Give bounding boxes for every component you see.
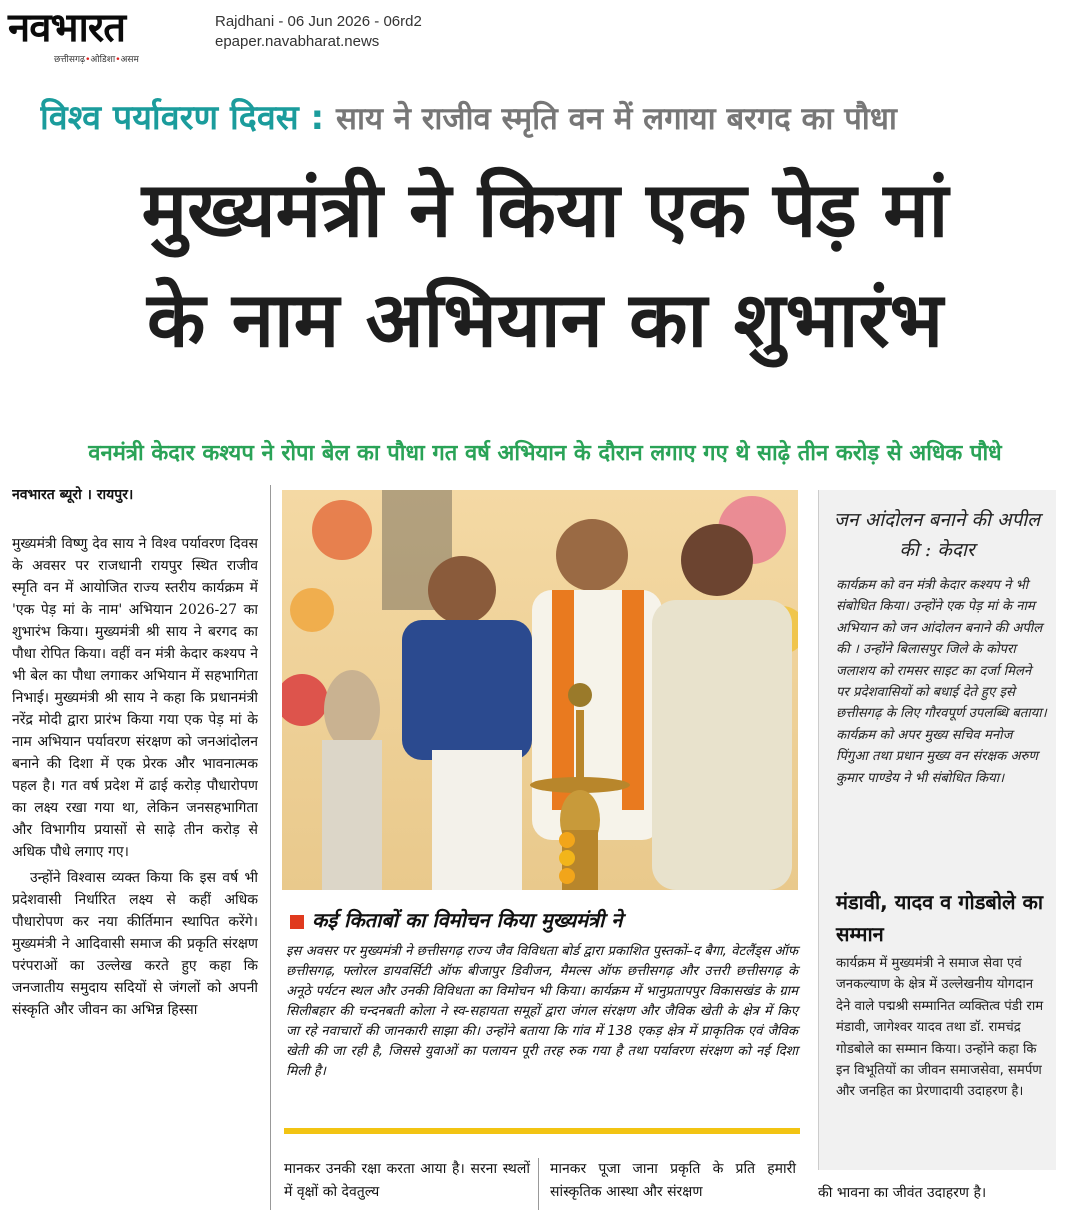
masthead — [8, 6, 198, 66]
kicker-headline — [40, 92, 1050, 145]
caption-body: इस अवसर पर मुख्यमंत्री ने छत्तीसगढ़ राज्य जैव विविधता बोर्ड द्वारा प्रकाशित पुस्तकों–द बैगा, वेटलैंड्स ऑफ छत्तीसगढ़, फ्लोरल डायवर्सिटी ऑफ बीजापुर डिवीजन, मैमल्स ऑफ छत्तीसगढ़ और उत्तरी छत्तीसगढ़ के अनूठे पर्यटन स्थल और उनकी विविधता का विमोचन भी किया। कार्यक्रम में भानुप्रतापपुर विकासखंड के ग्राम सिलीबहार की चन्दनबती कोला ने स्व-सहायता समूहों द्वारा जंगल संरक्षण और जैविक खेती के क्षेत्र में किए जा रहे नवाचारों की जानकारी साझा की। उन्होंने बताया कि गांव में 138 एकड़ क्षेत्र में प्राकृतिक एवं जैविक खेती की जा रही है, जिससे युवाओं का पलायन पूरी तरह रुक गया है तथा पर्यावरण संरक्षण को नई दिशा मिली है। — [286, 944, 798, 1079]
column-divider-bottom — [538, 1158, 539, 1210]
kicker-rest: साय ने राजीव स्मृति वन में लगाया बरगद का पौधा — [336, 101, 897, 137]
byline: नवभारत ब्यूरो । रायपुर। — [12, 487, 134, 503]
edition-line: Rajdhani - 06 Jun 2026 - 06rd2 — [215, 13, 422, 30]
headline-line-2: के नाम अभियान का शुभारंभ — [147, 275, 943, 364]
kicker-lead: विश्व पर्यावरण दिवस : — [40, 98, 325, 138]
continuation-text-3: की भावना का जीवंत उदाहरण है। — [818, 1185, 987, 1201]
sidebar-title-2: मंडावी, यादव व गोडबोले का सम्मान — [836, 890, 1044, 946]
newspaper-logo: नवभारत — [8, 5, 126, 51]
logo-regions: छत्तीसगढ़•ओडिशा•असम — [54, 55, 139, 65]
square-bullet-icon — [290, 915, 304, 929]
caption-title-text: कई किताबों का विमोचन किया मुख्यमंत्री ने — [312, 908, 623, 932]
caption-title — [290, 905, 800, 935]
continuation-text-2: मानकर पूजा जाना प्रकृति के प्रति हमारी सांस्कृतिक आस्था और संरक्षण — [550, 1161, 796, 1200]
headline-line-1: मुख्यमंत्री ने किया एक पेड़ मां — [141, 165, 949, 254]
region-3: असम — [120, 55, 139, 65]
sidebar-body-2: कार्यक्रम में मुख्यमंत्री ने समाज सेवा एवं जनकल्याण के क्षेत्र में उल्लेखनीय योगदान देने वाले पद्मश्री सम्मानित व्यक्तित्व पंडी राम मंडावी, जागेश्वर यादव तथा डॉ. रामचंद्र गोडबोले का सम्मान किया। उन्होंने कहा कि इन विभूतियों का जीवन समाजसेवा, समर्पण और जनहित का प्रेरणादायी उदाहरण है। — [836, 956, 1044, 1100]
region-1: छत्तीसगढ़ — [54, 55, 86, 65]
main-headline — [30, 155, 1060, 375]
article-continuation-2 — [550, 1158, 796, 1204]
sidebar-title-1: जन आंदोलन बनाने की अपील की : केदार — [833, 509, 1041, 561]
continuation-text-1: मानकर उनकी रक्षा करता आया है। सरना स्थलों में वृक्षों को देवतुल्य — [284, 1161, 530, 1200]
event-photo — [282, 490, 798, 890]
article-paragraph-1: मुख्यमंत्री विष्णु देव साय ने विश्व पर्यावरण दिवस के अवसर पर राजधानी रायपुर स्थित राजीव स्मृति वन में आयोजित राज्य स्तरीय कार्यक्रम में 'एक पेड़ मां के नाम' अभियान 2026-27 का शुभारंभ किया। मुख्यमंत्री श्री साय ने बरगद का पौधा रोपित किया। वहीं वन मंत्री केदार कश्यप ने भी बेल का पौधा लगाकर अभियान में सहभागिता निभाई। मुख्यमंत्री श्री साय ने कहा कि प्रधानमंत्री नरेंद्र मोदी द्वारा प्रारंभ किया गया एक पेड़ मां के नाम अभियान पर्यावरण संरक्षण को जनआंदोलन बनाने की दिशा में एक प्रेरक और भावनात्मक पहल है। गत वर्ष प्रदेश में ढाई करोड़ पौधारोपण का लक्ष्य रखा गया था, लेकिन जनसहभागिता और विभागीय प्रयासों से साढ़े तीन करोड़ से अधिक पौधे लगाए गए। — [12, 536, 258, 860]
article-paragraph-2: उन्होंने विश्वास व्यक्त किया कि इस वर्ष भी प्रदेशवासी निर्धारित लक्ष्य से कहीं अधिक पौधारोपण कर नया कीर्तिमान स्थापित करेंगे। मुख्यमंत्री ने आदिवासी समाज की प्रकृति संरक्षण परंपराओं का उल्लेख करते हुए कहा कि जनजातीय समुदाय सदियों से जंगलों को अपनी संस्कृति और जीवन का अभिन्न हिस्सा — [12, 870, 258, 1018]
sidebar-body-1: कार्यक्रम को वन मंत्री केदार कश्यप ने भी संबोधित किया। उन्होंने एक पेड़ मां के नाम अभियान को जन आंदोलन बनाने की अपील की । उन्होंने बिलासपुर जिले के कोपरा जलाशय को रामसर साइट का दर्जा मिलने पर प्रदेशवासियों को बधाई देते हुए इसे छत्तीसगढ़ के लिए गौरवपूर्ण उपलब्धि बताया। कार्यक्रम को अपर मुख्य सचिव मनोज पिंगुआ तथा प्रधान मुख्य वन संरक्षक अरुण कुमार पाण्डेय ने भी संबोधित किया। — [836, 578, 1047, 786]
region-2: ओडिशा — [90, 55, 116, 65]
lamp-lighting-photo — [282, 490, 798, 890]
article-continuation-3 — [818, 1182, 1058, 1205]
column-divider — [270, 485, 271, 1210]
epaper-url[interactable]: epaper.navabharat.news — [215, 33, 380, 50]
sub-headline: वनमंत्री केदार कश्यप ने रोपा बेल का पौधा गत वर्ष अभियान के दौरान लगाए गए थे साढ़े तीन करोड़ से अधिक पौधे — [88, 441, 1002, 466]
article-continuation-1 — [284, 1158, 530, 1204]
article-column — [12, 485, 258, 1215]
yellow-divider — [284, 1128, 800, 1134]
edition-info — [215, 12, 422, 52]
